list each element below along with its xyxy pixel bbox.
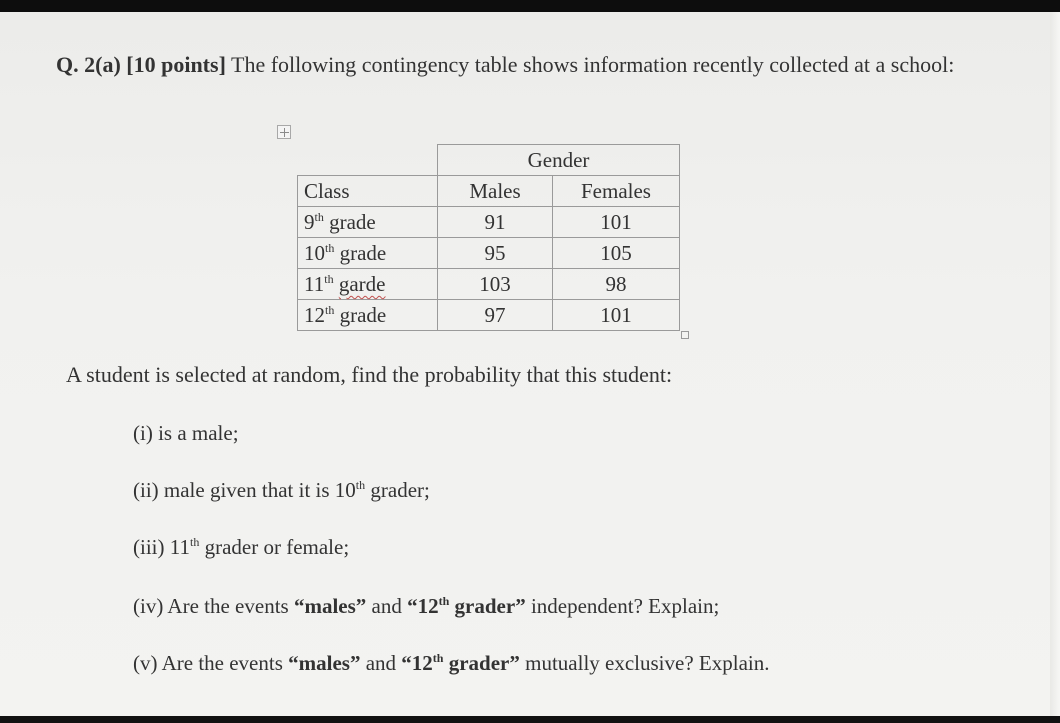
part-text-end: grader;: [365, 478, 430, 502]
event-12th-grader: [407, 594, 526, 618]
event-12th-sup: th: [432, 651, 444, 665]
grade-cell: [298, 269, 438, 300]
part-ii: [133, 478, 430, 503]
question-body: The following contingency table shows information recently collected at a school:: [231, 52, 955, 77]
part-text: 11: [169, 535, 190, 559]
prompt-text: A student is selected at random, find the probability that this student:: [66, 362, 673, 387]
right-edge: [1050, 12, 1060, 716]
top-border: [0, 0, 1060, 12]
part-v: [133, 651, 769, 676]
part-sup: th: [355, 478, 366, 492]
table-move-handle-icon[interactable]: [277, 125, 291, 139]
part-text-end: mutually exclusive? Explain.: [519, 651, 770, 675]
gender-header: Gender: [438, 145, 680, 176]
part-label: (i): [133, 421, 153, 445]
females-cell: 105: [553, 238, 680, 269]
question-number: Q. 2(a): [56, 52, 121, 77]
grade-cell: [298, 238, 438, 269]
event-12th-sup: th: [438, 594, 450, 608]
part-label: (v): [133, 651, 158, 675]
part-iv: [133, 594, 719, 619]
table-empty-corner: [298, 145, 438, 176]
grade-word: grade: [339, 303, 387, 327]
part-i: [133, 421, 239, 446]
females-cell: 98: [553, 269, 680, 300]
question-text: [56, 48, 956, 81]
part-label: (iii): [133, 535, 165, 559]
part-and: and: [360, 651, 402, 675]
grade-word-misspelled: garde: [338, 272, 386, 296]
table-row: [298, 269, 680, 300]
contingency-table-wrapper: [297, 144, 680, 331]
part-label: (ii): [133, 478, 159, 502]
event-12th-num: “12: [407, 594, 439, 618]
table-header-row: [298, 176, 680, 207]
males-cell: 95: [438, 238, 553, 269]
part-text-end: grader or female;: [199, 535, 350, 559]
part-text: is a male;: [158, 421, 239, 445]
males-cell: 91: [438, 207, 553, 238]
bottom-border: [0, 716, 1060, 723]
part-sup: th: [189, 535, 200, 549]
event-12th-grader: [401, 651, 520, 675]
event-12th-word: grader”: [449, 594, 526, 618]
grade-suffix: th: [325, 303, 335, 317]
question-points: [10 points]: [126, 52, 226, 77]
col-header-class: Class: [298, 176, 438, 207]
table-row: [298, 300, 680, 331]
part-label: (iv): [133, 594, 164, 618]
event-males: “males”: [293, 594, 367, 618]
grade-word: grade: [339, 241, 387, 265]
part-text-end: independent? Explain;: [525, 594, 720, 618]
table-group-header-row: [298, 145, 680, 176]
grade-suffix: th: [314, 210, 324, 224]
males-cell: 103: [438, 269, 553, 300]
table-resize-handle-icon[interactable]: [681, 331, 689, 339]
part-text: male given that it is 10: [163, 478, 356, 502]
table-row: [298, 238, 680, 269]
females-cell: 101: [553, 300, 680, 331]
grade-suffix: th: [325, 241, 335, 255]
grade-cell: [298, 207, 438, 238]
contingency-table: [297, 144, 680, 331]
grade-suffix: th: [324, 272, 334, 286]
event-12th-word: grader”: [443, 651, 520, 675]
event-males: “males”: [288, 651, 361, 675]
col-header-females: Females: [553, 176, 680, 207]
col-header-males: Males: [438, 176, 553, 207]
grade-number: 9: [304, 210, 315, 234]
grade-word: grade: [329, 210, 376, 234]
event-12th-num: “12: [401, 651, 433, 675]
part-text: Are the events: [167, 594, 294, 618]
grade-cell: [298, 300, 438, 331]
grade-number: 12: [304, 303, 325, 327]
females-cell: 101: [553, 207, 680, 238]
grade-number: 10: [304, 241, 325, 265]
part-text: Are the events: [161, 651, 289, 675]
grade-number: 11: [304, 272, 325, 296]
table-row: [298, 207, 680, 238]
part-iii: [133, 535, 349, 560]
part-and: and: [366, 594, 408, 618]
males-cell: 97: [438, 300, 553, 331]
